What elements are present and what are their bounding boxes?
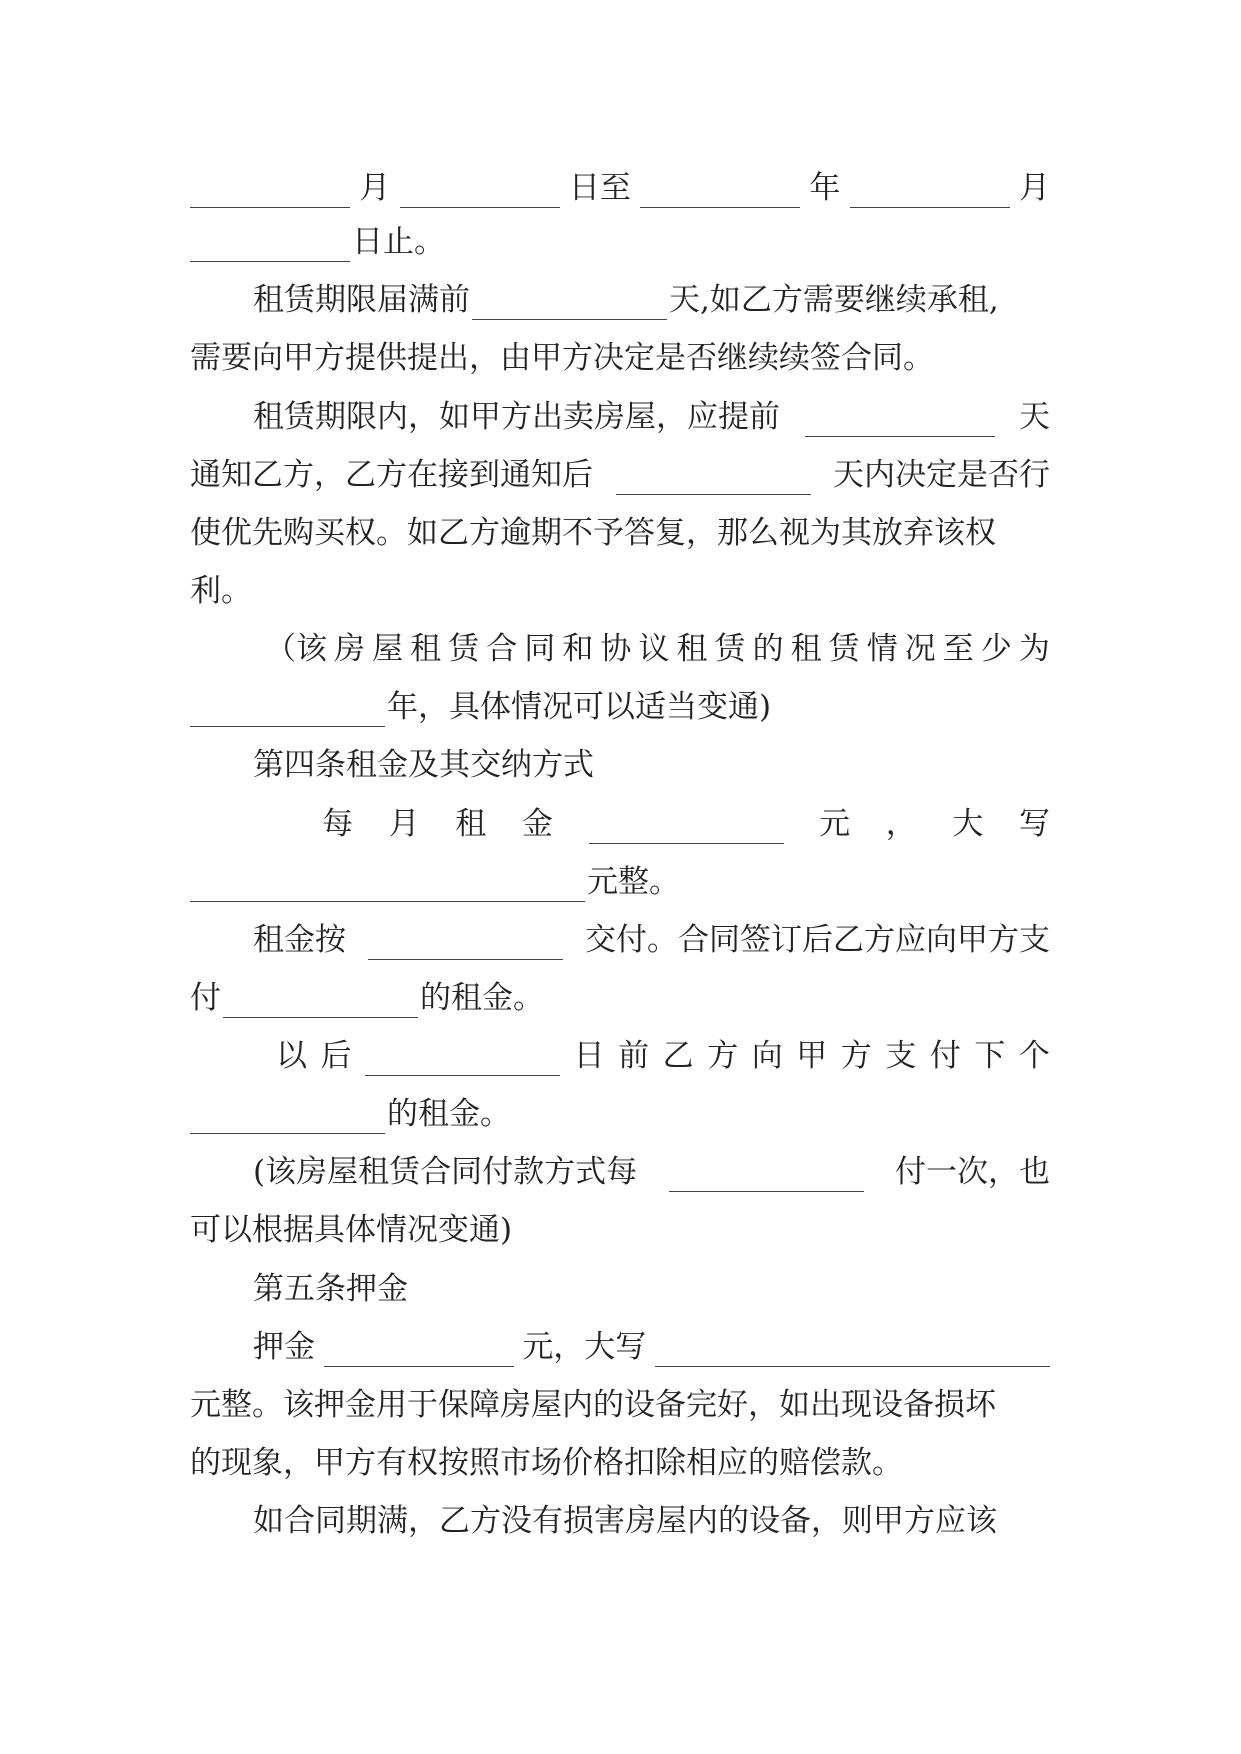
fill-blank — [324, 1340, 514, 1367]
text-year: 年 — [809, 170, 841, 206]
text: 元整。 — [587, 864, 680, 900]
char: 和 — [562, 631, 594, 667]
section-heading: 第五条押金 — [253, 1271, 408, 1307]
paragraph-line: 利。 — [190, 573, 252, 609]
char: 赁 — [448, 631, 480, 667]
fill-blank — [400, 181, 560, 208]
fill-blank — [365, 1049, 560, 1076]
text: (该房屋租赁合同付款方式每 — [253, 1154, 638, 1190]
char: 况 — [904, 631, 936, 667]
char: 方 — [840, 1038, 872, 1074]
fill-blank — [472, 293, 667, 320]
fill-blank — [223, 991, 418, 1018]
text-day-end: 日止。 — [352, 224, 445, 260]
text: 的租金。 — [420, 980, 544, 1016]
text: 交付。合同签订后乙方应向甲方支 — [585, 922, 1050, 958]
payment-line — [253, 920, 1050, 960]
fill-blank — [190, 700, 385, 727]
rent-line — [190, 1094, 1050, 1134]
fill-blank — [190, 235, 350, 262]
text: 的租金。 — [387, 1096, 511, 1132]
char: 月 — [388, 806, 420, 842]
char: 金 — [521, 806, 553, 842]
text: 租赁期限内，如甲方出卖房屋，应提前 — [253, 399, 780, 435]
char: 向 — [751, 1038, 783, 1074]
char: 合 — [486, 631, 518, 667]
char: 协 — [600, 631, 632, 667]
char: 少 — [980, 631, 1012, 667]
char: 日 — [573, 1038, 605, 1074]
text: 年，具体情况可以适当变通) — [387, 689, 772, 725]
char: 租 — [410, 631, 442, 667]
char: 租 — [676, 631, 708, 667]
char: 付 — [929, 1038, 961, 1074]
text-day-to: 日至 — [568, 170, 631, 206]
sale-notice-line — [253, 397, 1050, 437]
char: 屋 — [372, 631, 404, 667]
text: 付 — [190, 980, 221, 1016]
fill-blank — [589, 817, 784, 844]
text: 租金按 — [253, 922, 346, 958]
fill-blank — [616, 468, 811, 495]
char: ， — [885, 806, 917, 842]
text: 元，大写 — [522, 1329, 647, 1365]
char: 下 — [974, 1038, 1006, 1074]
char: 后 — [320, 1038, 352, 1074]
char: 甲 — [796, 1038, 828, 1074]
fill-blank — [190, 875, 585, 902]
text-month: 月 — [359, 170, 391, 206]
fill-blank — [640, 181, 800, 208]
char: 方 — [707, 1038, 739, 1074]
char: 前 — [618, 1038, 650, 1074]
fill-blank — [805, 410, 995, 437]
text: 押金 — [253, 1329, 315, 1365]
fill-blank — [655, 1340, 1050, 1367]
char: 元 — [819, 806, 851, 842]
fill-blank — [850, 181, 1010, 208]
text: 天 — [1019, 399, 1050, 435]
text: 通知乙方，乙方在接到通知后 — [190, 457, 593, 493]
text: 付一次，也 — [895, 1154, 1050, 1190]
char: 的 — [752, 631, 784, 667]
char: 以 — [276, 1038, 307, 1074]
notice-line — [190, 455, 1050, 495]
char: 情 — [866, 631, 898, 667]
paragraph-line: 的现象，甲方有权按照市场价格扣除相应的赔偿款。 — [190, 1445, 903, 1481]
date-range-line — [190, 168, 1050, 208]
paragraph-line: 可以根据具体情况变通) — [190, 1212, 513, 1248]
monthly-rent-line — [322, 804, 1050, 844]
date-end-line — [190, 222, 1050, 262]
fill-blank — [190, 181, 350, 208]
subsequent-payment-line — [276, 1036, 1050, 1076]
text: 租赁期限届满前 — [253, 282, 470, 318]
char: 为 — [1018, 631, 1050, 667]
paragraph-line: 需要向甲方提供提出，由甲方决定是否继续续签合同。 — [190, 340, 934, 376]
char: 乙 — [662, 1038, 694, 1074]
text: 天内决定是否行 — [833, 457, 1050, 493]
note-payment-line — [253, 1152, 1050, 1192]
char: 房 — [334, 631, 366, 667]
text: 天,如乙方需要继续承租, — [669, 282, 999, 318]
char: 大 — [952, 806, 984, 842]
note-line-2 — [190, 687, 1050, 727]
char: 支 — [885, 1038, 917, 1074]
section-heading: 第四条租金及其交纳方式 — [253, 747, 594, 783]
char: 赁 — [714, 631, 746, 667]
char: 个 — [1018, 1038, 1050, 1074]
payment-line-2 — [190, 978, 1050, 1018]
char: 议 — [638, 631, 670, 667]
char: 租 — [790, 631, 822, 667]
paragraph-line: 如合同期满，乙方没有损害房屋内的设备，则甲方应该 — [253, 1503, 997, 1539]
amount-line — [190, 862, 1050, 902]
text-month: 月 — [1018, 170, 1050, 206]
deposit-line — [253, 1327, 1050, 1367]
renewal-line — [253, 280, 1050, 320]
char: 至 — [942, 631, 974, 667]
fill-blank — [190, 1107, 385, 1134]
char: 每 — [322, 806, 353, 842]
fill-blank — [368, 933, 563, 960]
char: 同 — [524, 631, 556, 667]
paragraph-line: 使优先购买权。如乙方逾期不予答复，那么视为其放弃该权 — [190, 515, 996, 551]
char: （该 — [265, 631, 327, 667]
char: 写 — [1019, 806, 1050, 842]
note-line — [265, 629, 1050, 669]
char: 赁 — [828, 631, 860, 667]
fill-blank — [669, 1165, 864, 1192]
char: 租 — [455, 806, 487, 842]
paragraph-line: 元整。该押金用于保障房屋内的设备完好，如出现设备损坏 — [190, 1387, 996, 1423]
